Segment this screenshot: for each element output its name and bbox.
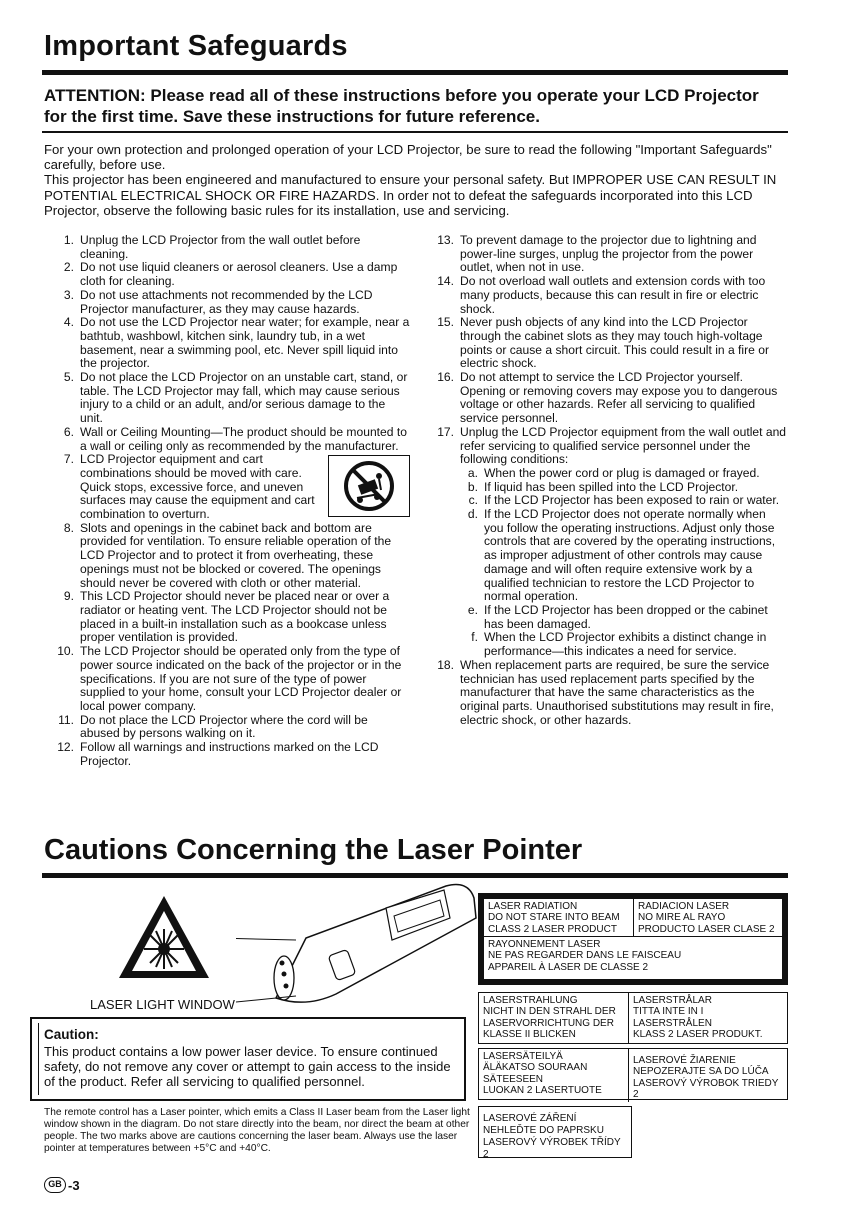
sub-text: If liquid has been spilled into the LCD Projector.: [484, 479, 739, 494]
item-text: Never push objects of any kind into the LCD Projector through the cabinet slots as they may touch high-voltage points or cause a short circuit. This could result in a fire or electric shock.: [460, 315, 769, 371]
cart-tip-warning-icon: [328, 455, 410, 517]
item-text: Do not use attachments not recommended by the LCD Projector manufacturer, as they may cause hazards.: [80, 287, 373, 316]
sub-text: If the LCD Projector has been exposed to rain or water.: [484, 493, 780, 508]
item-text: When replacement parts are required, be sure the service technician has used replacement parts specified by the manufacturer that have the same characteristics as the original parts. Unauthorised substitutions may result in fire, electric shock, or other hazards.: [460, 657, 774, 727]
label-swedish: LASERSTRÅLAR TITTA INTE IN I LASERSTRÅLEN KLASS 2 LASER PRODUKT.: [633, 995, 763, 1040]
item-number: 2.: [63, 260, 74, 275]
item-number: 13.: [437, 233, 454, 247]
item-number: 8.: [63, 520, 74, 535]
laser-warning-icon: [116, 893, 212, 981]
item-number: 18.: [437, 657, 454, 672]
list-item: [52, 316, 410, 371]
item-number: 11.: [58, 712, 74, 727]
sub-letter: a.: [467, 465, 478, 480]
item-text: LCD Projector equipment and cart combinations should be moved with care. Quick stops, excessive force, and uneven surfaces may cause the equipment and cart combination to overturn.: [80, 452, 315, 522]
item-number: 7.: [63, 452, 74, 467]
sub-text: When the LCD Projector exhibits a distinct change in performance—this indicates a need for service.: [484, 630, 767, 659]
item-text: Follow all warnings and instructions marked on the LCD Projector.: [80, 740, 379, 768]
item-number: 17.: [437, 424, 454, 439]
attention-heading: ATTENTION: Please read all of these instructions before you operate your LCD Projector for the first time. Save these instructions for future reference.: [44, 86, 759, 126]
item-number: 9.: [63, 589, 74, 604]
laser-label-fi-sk: [478, 1048, 788, 1100]
item-text: Do not attempt to service the LCD Projector yourself. Opening or removing covers may expose you to dangerous voltage or other hazards. Refer all servicing to qualified service personnel.: [460, 370, 778, 426]
list-item: [52, 426, 410, 453]
item-number: 6.: [63, 424, 74, 439]
caution-text: This product contains a low power laser device. To ensure continued safety, do not remove any cover or attempt to gain access to the inside of the product. Refer all servicing to qualified personnel.: [44, 1044, 451, 1089]
list-item: [52, 590, 410, 645]
item-text: Slots and openings in the cabinet back and bottom are provided for ventilation. To ensure reliable operation of the LCD Projector and to protect it from overheating, these openings must not be blocked or covered. The openings should never be covered with cloth or other material.: [80, 520, 392, 590]
item-number: 12.: [57, 740, 74, 755]
item-text: Wall or Ceiling Mounting—The product should be mounted to a wall or ceiling only as recommended by the manufacturer.: [80, 424, 407, 453]
laser-window-label: LASER LIGHT WINDOW: [90, 997, 235, 1012]
sub-letter: d.: [467, 507, 478, 522]
item-text: Do not overload wall outlets and extension cords with too many products, because this can result in fire or electric shock.: [460, 274, 766, 316]
item-number: 5.: [63, 370, 74, 385]
list-item: [52, 714, 410, 741]
sub-item: [466, 604, 788, 631]
item-number: 1.: [63, 233, 74, 247]
page-number-text: -3: [68, 1177, 80, 1193]
item-number: 16.: [437, 370, 454, 385]
sub-text: When the power cord or plug is damaged or frayed.: [484, 465, 760, 480]
item-number: 3.: [63, 287, 74, 302]
item-text: Do not place the LCD Projector on an unstable cart, stand, or table. The LCD Projector may fall, which may cause serious injury to a child or an adult, and/or serious damage to the unit.: [80, 370, 408, 426]
laser-label-en-es-fr: [478, 893, 788, 985]
list-item: [52, 234, 410, 261]
sub-item: [466, 631, 788, 658]
label-slovak: LASEROVÉ ŽIARENIE NEPOZERAJTE SA DO LÚČA LASEROVÝ VÝROBOK TRIEDY 2: [633, 1055, 779, 1100]
item-text: Unplug the LCD Projector equipment from the wall outlet and refer servicing to qualified service personnel under the following conditions:: [460, 424, 787, 467]
sub-item: [466, 467, 788, 481]
list-item: [432, 275, 788, 316]
caution-box: [30, 1017, 466, 1101]
item-number: 10.: [57, 644, 74, 659]
laser-label-czech: LASEROVÉ ZÁŘENÍ NEHLEĎTE DO PAPRSKU LASEROVÝ VÝROBEK TŘÍDY 2: [478, 1106, 632, 1158]
sub-letter: f.: [471, 630, 478, 645]
sub-letter: e.: [467, 602, 478, 617]
list-item: [52, 741, 410, 768]
item-text: Do not use the LCD Projector near water; for example, near a bathtub, washbowl, kitchen sink, laundry tub, in a wet basement, near a swimming pool, etc. Never spill liquid into the projector.: [80, 315, 410, 371]
sub-text: If the LCD Projector has been dropped or the cabinet has been damaged.: [484, 602, 768, 631]
list-item: [52, 371, 410, 426]
page-number: [44, 1177, 80, 1193]
list-item: [432, 426, 788, 467]
item-number: 4.: [63, 315, 74, 330]
label-spanish: RADIACION LASER NO MIRE AL RAYO PRODUCTO LASER CLASE 2: [634, 899, 782, 937]
safeguards-left-column: [52, 234, 410, 768]
list-item: [432, 316, 788, 371]
intro-paragraph-1: For your own protection and prolonged operation of your LCD Projector, be sure to read the following "Important Safeguards" carefully, before use.: [44, 142, 772, 173]
list-item: [52, 522, 410, 591]
item-text: To prevent damage to the projector due to lightning and power-line surges, unplug the projector from the power outlet, when not in use.: [460, 233, 757, 275]
list-item: [52, 453, 410, 522]
item-number: 15.: [437, 315, 454, 330]
intro-text: [44, 142, 788, 218]
list-item: [432, 234, 788, 275]
sub-item: [466, 494, 788, 508]
item-text: Do not use liquid cleaners or aerosol cleaners. Use a damp cloth for cleaning.: [80, 260, 398, 289]
item-text: This LCD Projector should never be placed near or over a radiator or heating vent. The LCD Projector should not be placed in a built-in installation such as a bookcase unless proper ventilation is provided.: [80, 589, 390, 645]
sub-letter: b.: [467, 479, 478, 494]
sub-letter: c.: [468, 493, 478, 508]
page-title: Important Safeguards: [44, 30, 348, 62]
item-text: Unplug the LCD Projector from the wall outlet before cleaning.: [80, 233, 361, 261]
list-item: [52, 645, 410, 714]
label-german: LASERSTRAHLUNG NICHT IN DEN STRAHL DER LASERVORRICHTUNG DER KLASSE II BLICKEN: [479, 993, 629, 1043]
laser-section-title: Cautions Concerning the Laser Pointer: [44, 834, 583, 866]
laser-label-de-sv: [478, 992, 788, 1044]
sub-item: [466, 481, 788, 495]
sub-item: [466, 508, 788, 604]
region-badge: GB: [44, 1177, 66, 1193]
title-rule: [42, 70, 788, 75]
item-text: Do not place the LCD Projector where the cord will be abused by persons walking on it.: [80, 712, 368, 741]
caution-title: Caution:: [44, 1027, 99, 1042]
remote-laser-note: The remote control has a Laser pointer, which emits a Class II Laser beam from the Laser light window shown in the diagram. Do not stare directly into the beam, nor direct the beam at other people. The two marks above are cautions concerning the laser beam. Always use the laser pointer at temperatures between +5°C and +40°C.: [44, 1107, 470, 1154]
remote-control-diagram: [236, 868, 486, 1018]
list-item: [432, 371, 788, 426]
item-text: The LCD Projector should be operated only from the type of power source indicated on the back of the projector or in the specifications. If you are not sure of the type of power supplied to your home, consult your LCD Projector dealer or local power company.: [80, 644, 402, 713]
list-item: [52, 261, 410, 288]
intro-paragraph-2: This projector has been engineered and manufactured to ensure your personal safety. But IMPROPER USE CAN RESULT IN POTENTIAL ELECTRICAL SHOCK OR FIRE HAZARDS. In order not to defeat the safeguards incorporated into this LCD Projector, observe the following basic rules for its installation, use and servicing.: [44, 172, 777, 218]
safeguards-right-column: [432, 234, 788, 727]
label-french: RAYONNEMENT LASER NE PAS REGARDER DANS LE FAISCEAU APPAREIL À LASER DE CLASSE 2: [488, 939, 682, 973]
list-item: [432, 659, 788, 728]
label-english: LASER RADIATION DO NOT STARE INTO BEAM CLASS 2 LASER PRODUCT: [484, 899, 634, 937]
item-number: 14.: [437, 274, 454, 289]
sub-text: If the LCD Projector does not operate normally when you follow the operating instructions. Adjust only those controls that are covered by the operating instructions, as improper adjustment of other controls may cause damage and will often require extensive work by a qualified technician to restore the LCD Projector to normal operation.: [484, 507, 776, 604]
label-finnish: LASERSÄTEILYÄ ÄLÄKATSO SOURAAN SÄTEESEEN LUOKAN 2 LASERTUOTE: [479, 1049, 629, 1102]
attention-rule: [42, 131, 788, 133]
list-item: [52, 289, 410, 316]
